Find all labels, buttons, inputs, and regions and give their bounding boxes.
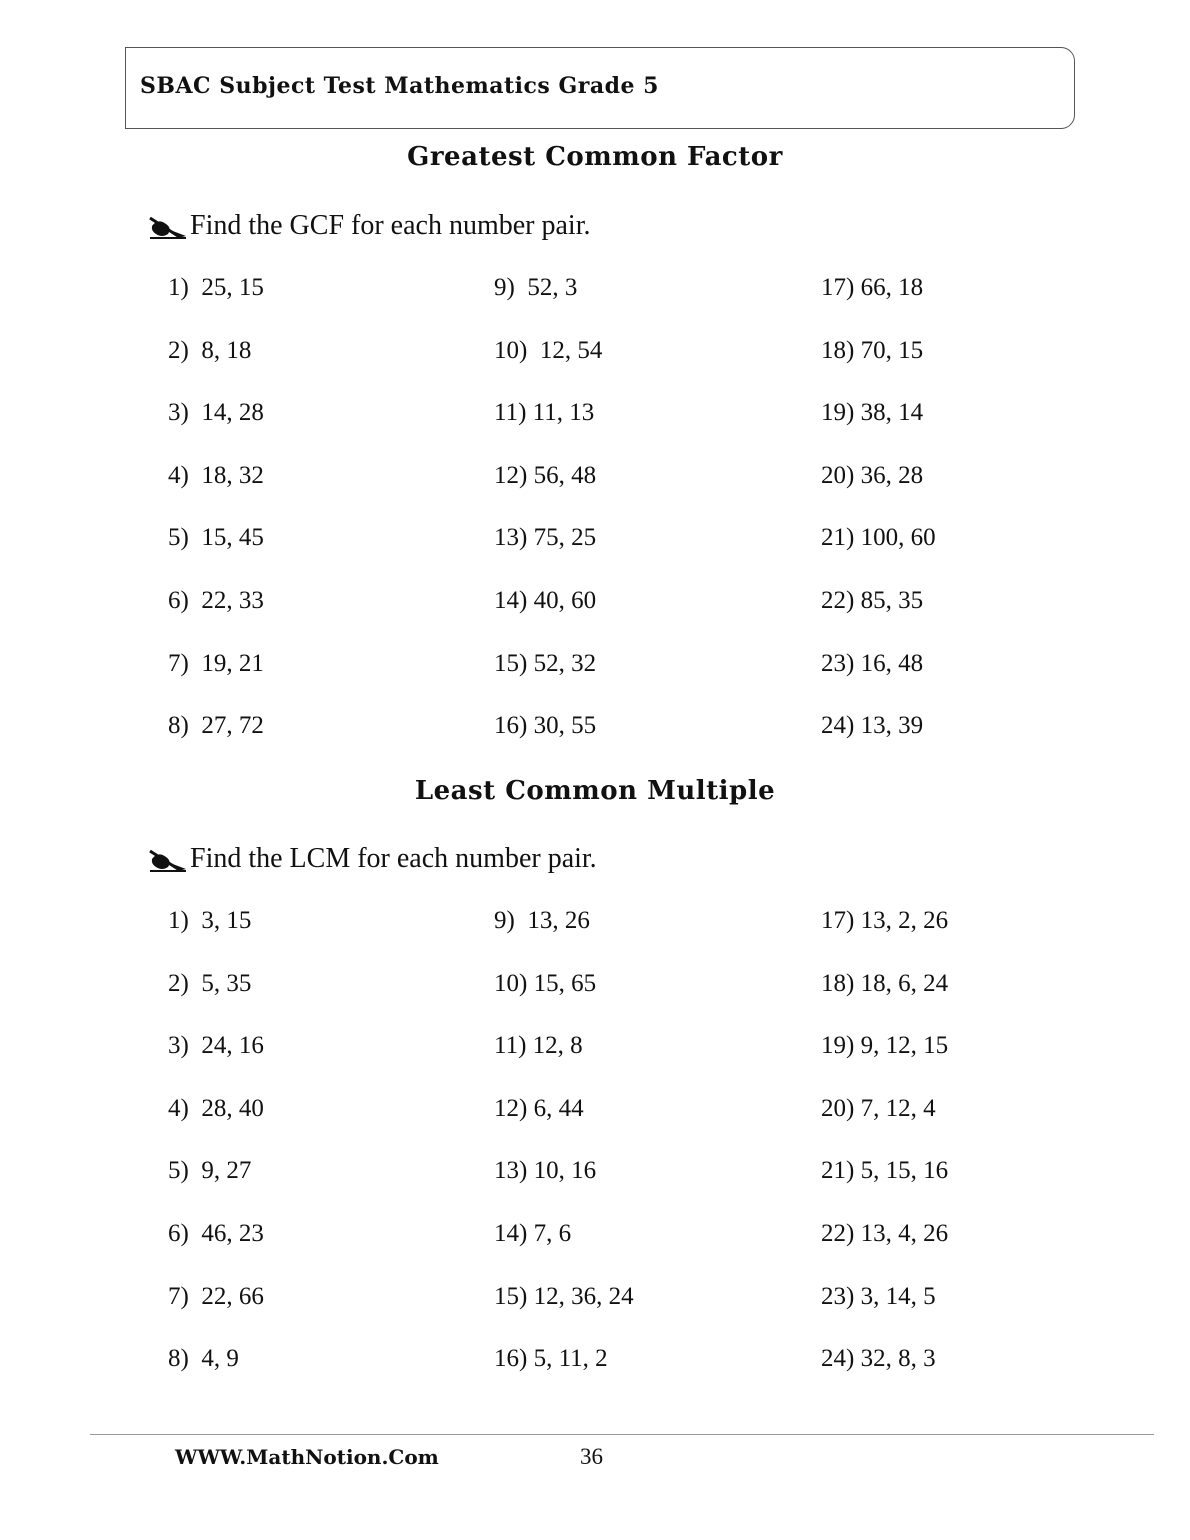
gcf-problem: 15) 52, 32 xyxy=(494,649,597,677)
gcf-problem: 14) 40, 60 xyxy=(494,587,597,614)
footer-divider xyxy=(90,1434,1154,1435)
lcm-problem: 21) 5, 15, 16 xyxy=(821,1157,949,1185)
gcf-problem: 16) 30, 55 xyxy=(494,712,597,740)
lcm-problem: 3) 24, 16 xyxy=(168,1032,264,1060)
lcm-problem: 11) 12, 8 xyxy=(494,1032,583,1060)
lcm-instruction xyxy=(148,843,597,875)
lcm-problem: 16) 5, 11, 2 xyxy=(494,1345,608,1373)
gcf-problem: 18) 70, 15 xyxy=(821,336,924,364)
gcf-problem: 24) 13, 39 xyxy=(821,712,924,740)
gcf-instruction-text: Find the GCF for each number pair. xyxy=(190,210,591,241)
gcf-problem: 11) 11, 13 xyxy=(494,399,595,427)
lcm-problem: 20) 7, 12, 4 xyxy=(821,1094,936,1122)
pencil-writing-icon xyxy=(148,212,188,240)
lcm-problem: 19) 9, 12, 15 xyxy=(821,1032,949,1060)
gcf-problem: 21) 100, 60 xyxy=(821,524,936,552)
lcm-problem: 17) 13, 2, 26 xyxy=(821,907,949,934)
lcm-problem: 24) 32, 8, 3 xyxy=(821,1345,936,1373)
gcf-problem: 2) 8, 18 xyxy=(168,336,252,364)
gcf-problem: 9) 52, 3 xyxy=(494,274,578,301)
gcf-problem: 8) 27, 72 xyxy=(168,712,264,740)
gcf-problem: 17) 66, 18 xyxy=(821,274,924,301)
lcm-problem: 14) 7, 6 xyxy=(494,1220,572,1247)
gcf-problem: 10) 12, 54 xyxy=(494,336,603,364)
gcf-problem: 5) 15, 45 xyxy=(168,524,264,552)
gcf-section-title: Greatest Common Factor xyxy=(407,142,783,172)
footer-website: WWW.MathNotion.Com xyxy=(175,1445,439,1469)
lcm-problem: 13) 10, 16 xyxy=(494,1157,597,1185)
lcm-instruction-text: Find the LCM for each number pair. xyxy=(190,843,597,874)
gcf-problem: 6) 22, 33 xyxy=(168,587,264,614)
lcm-problem: 15) 12, 36, 24 xyxy=(494,1282,634,1310)
gcf-problem: 4) 18, 32 xyxy=(168,461,264,489)
gcf-problem: 3) 14, 28 xyxy=(168,399,264,427)
lcm-problem: 2) 5, 35 xyxy=(168,969,252,997)
gcf-problem: 7) 19, 21 xyxy=(168,649,264,677)
gcf-problem: 23) 16, 48 xyxy=(821,649,924,677)
pencil-writing-icon xyxy=(148,845,188,873)
header-box xyxy=(125,47,1075,129)
page-number: 36 xyxy=(580,1444,603,1469)
lcm-problem: 1) 3, 15 xyxy=(168,907,252,934)
gcf-instruction xyxy=(148,210,590,242)
lcm-problem: 12) 6, 44 xyxy=(494,1094,584,1122)
gcf-problem: 19) 38, 14 xyxy=(821,399,924,427)
lcm-section-title: Least Common Multiple xyxy=(414,776,776,806)
gcf-problem: 20) 36, 28 xyxy=(821,461,924,489)
lcm-problem: 5) 9, 27 xyxy=(168,1157,252,1185)
gcf-problem: 22) 85, 35 xyxy=(821,587,924,614)
header-title: SBAC Subject Test Mathematics Grade 5 xyxy=(140,73,659,99)
gcf-problem: 1) 25, 15 xyxy=(168,274,264,301)
lcm-problem: 4) 28, 40 xyxy=(168,1094,264,1122)
lcm-problem: 18) 18, 6, 24 xyxy=(821,969,949,997)
lcm-problem: 22) 13, 4, 26 xyxy=(821,1220,949,1247)
lcm-problem: 7) 22, 66 xyxy=(168,1282,264,1310)
lcm-problem: 9) 13, 26 xyxy=(494,907,590,934)
lcm-problem: 23) 3, 14, 5 xyxy=(821,1282,936,1310)
lcm-problem: 10) 15, 65 xyxy=(494,969,597,997)
lcm-problem: 6) 46, 23 xyxy=(168,1220,264,1247)
gcf-problem: 13) 75, 25 xyxy=(494,524,597,552)
lcm-problem: 8) 4, 9 xyxy=(168,1345,239,1373)
gcf-problem: 12) 56, 48 xyxy=(494,461,597,489)
